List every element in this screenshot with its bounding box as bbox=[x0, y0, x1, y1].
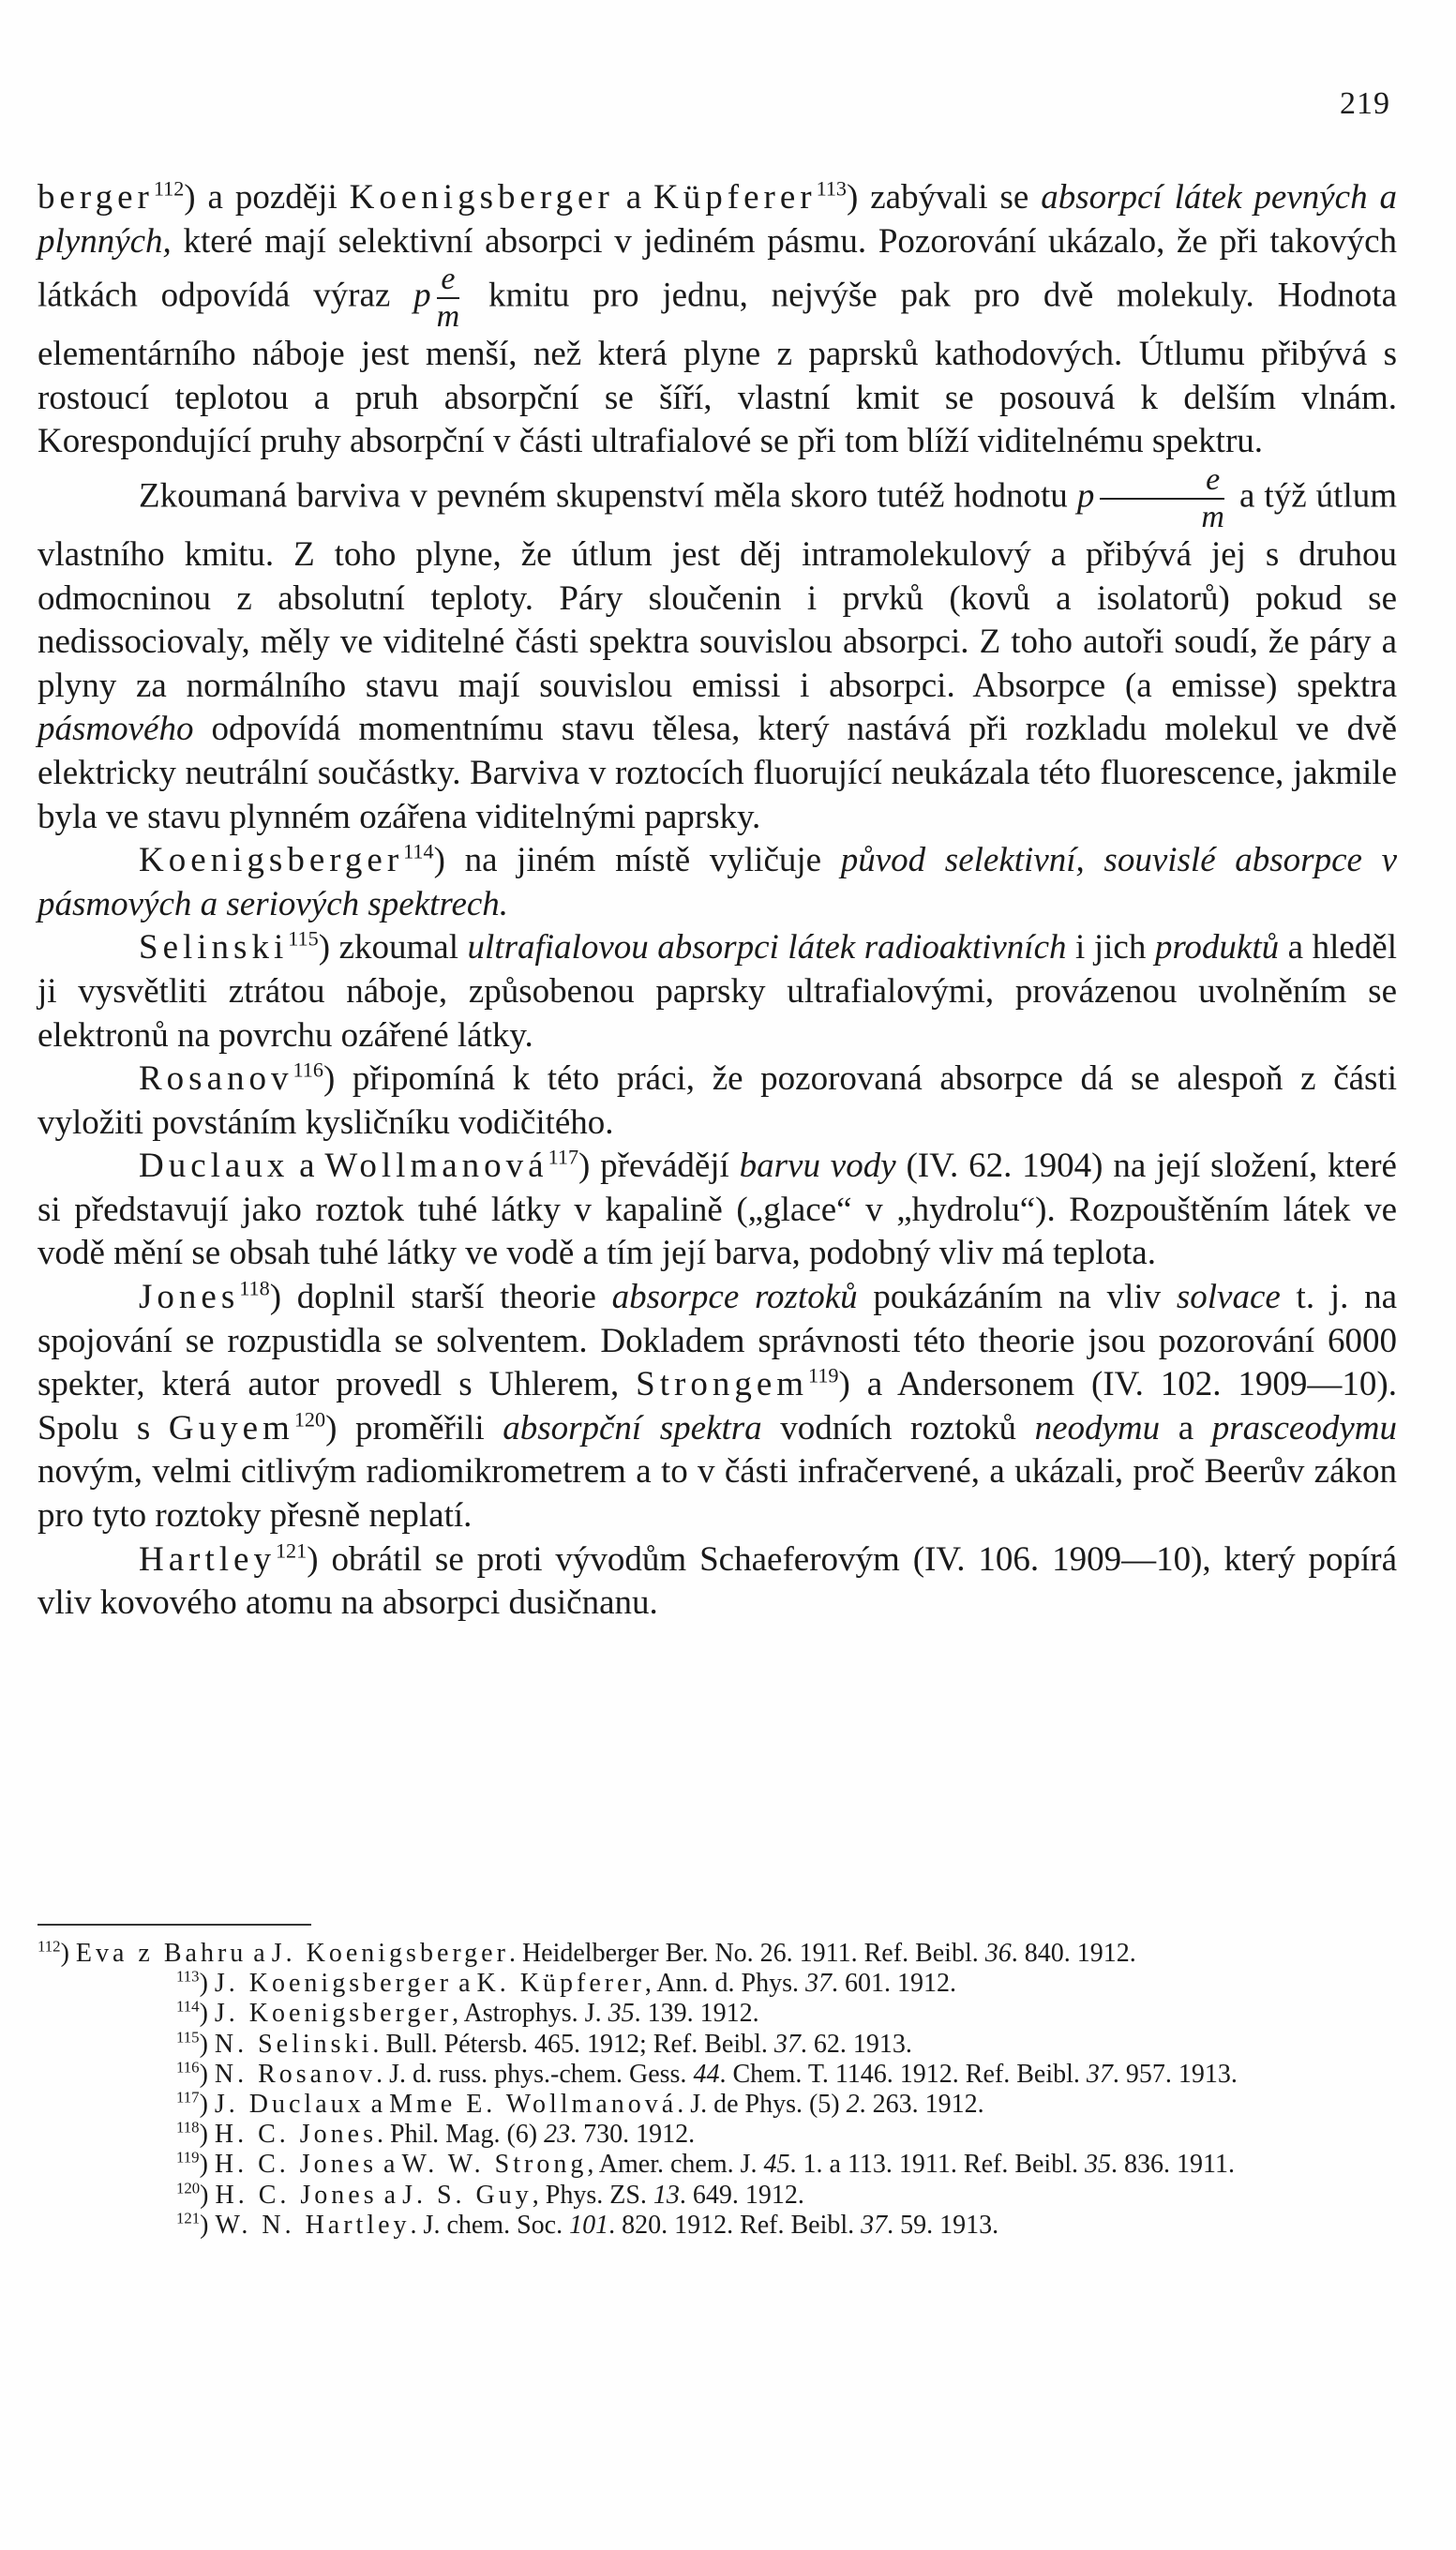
text-run: ) obrátil se proti vývodům Schaeferovým (IV. 106. 1909—10), který popírá vliv kovového atomu na absorpci dusičnanu. bbox=[38, 1539, 1397, 1623]
text-run: . J. d. russ. phys.-chem. Gess. bbox=[376, 2059, 694, 2089]
text-run: . 139. 1912. bbox=[634, 1999, 759, 2029]
spaced-name: Koenigsberger bbox=[139, 841, 404, 880]
text-run: vodních roztoků bbox=[761, 1408, 1035, 1448]
spaced-name: J. Koenigsberger bbox=[214, 1969, 453, 1999]
spaced-name: Küpferer bbox=[653, 178, 817, 217]
footnotes bbox=[38, 1939, 1397, 2241]
fraction-denominator: m bbox=[1201, 499, 1224, 534]
footnote-ref: 115 bbox=[288, 926, 319, 951]
text-run: . 730. 1912. bbox=[570, 2120, 696, 2150]
italic-text: barvu vody bbox=[739, 1147, 896, 1186]
body-text bbox=[38, 176, 1397, 1626]
text-run: odpovídá momentnímu stavu tělesa, který nastává při rozkladu molekul ve dvě elektricky neutrální součástky. Barviva v roztocích fluorující neukázala této fluorescence, jakmile byla ve stavu plynném ozářena viditelnými paprsky. bbox=[38, 710, 1397, 836]
italic-text: p bbox=[1076, 476, 1095, 516]
footnote bbox=[38, 2030, 1397, 2060]
spaced-name: Wollmanová bbox=[324, 1147, 548, 1186]
italic-text: 37 bbox=[773, 2029, 801, 2059]
spaced-name: N. Rosanov bbox=[214, 2059, 377, 2089]
spaced-name: Koenigsberger bbox=[349, 178, 614, 217]
text-run: . J. chem. Soc. bbox=[410, 2210, 570, 2240]
spaced-name: Hartley bbox=[139, 1539, 276, 1579]
text-run: . Heidelberger Ber. No. 26. 1911. Ref. Beibl. bbox=[508, 1939, 985, 1968]
spaced-name: Strongem bbox=[636, 1365, 809, 1404]
text-run: , Phys. ZS. bbox=[532, 2180, 653, 2210]
footnote-ref: 120 bbox=[293, 1407, 326, 1432]
text-run: novým, velmi citlivým radiomikrometrem a to v části infračervené, a ukázali, proč Beerův zákon pro tyto roztoky přesně neplatí. bbox=[38, 1452, 1397, 1536]
spaced-name: Duclaux bbox=[139, 1147, 290, 1186]
spaced-name: Rosanov bbox=[139, 1059, 293, 1099]
footnote-ref: 115 bbox=[176, 2028, 200, 2047]
paragraph bbox=[38, 1058, 1397, 1145]
text-run: . 601. 1912. bbox=[831, 1969, 956, 1999]
spaced-name: H. C. Jones bbox=[215, 2180, 378, 2210]
italic-text: pásmového bbox=[38, 710, 194, 749]
text-run: ) a Andersonem (IV. 102. 1909—10). Spolu s bbox=[38, 1365, 1397, 1448]
text-run: . 62. 1913. bbox=[800, 2029, 912, 2059]
page-number: 219 bbox=[1340, 86, 1390, 121]
spaced-name: J. Koenigsberger bbox=[214, 1999, 453, 2029]
text-run: . Phil. Mag. (6) bbox=[377, 2120, 545, 2150]
italic-text: 23 bbox=[544, 2120, 571, 2150]
italic-text: p bbox=[413, 276, 431, 315]
footnote bbox=[38, 2090, 1397, 2120]
footnote-ref: 117 bbox=[176, 2088, 200, 2107]
text-run: ) bbox=[199, 2029, 215, 2059]
text-run: . 957. 1913. bbox=[1112, 2059, 1238, 2089]
text-run: ) bbox=[199, 1969, 215, 1999]
text-run: a bbox=[377, 2180, 403, 2210]
text-run: , Amer. chem. J. bbox=[587, 2150, 764, 2180]
italic-text: 36 bbox=[984, 1939, 1012, 1968]
footnote bbox=[38, 2060, 1397, 2090]
italic-text: prasceodymu bbox=[1211, 1408, 1397, 1448]
footnote bbox=[38, 1999, 1397, 2029]
text-run: . 59. 1913. bbox=[887, 2210, 999, 2240]
text-run: . 820. 1912. Ref. Beibl. bbox=[608, 2210, 862, 2240]
text-run: . 1. a 113. 1911. Ref. Beibl. bbox=[789, 2150, 1085, 2180]
spaced-name: Guyem bbox=[168, 1408, 294, 1448]
spaced-name: H. C. Jones bbox=[214, 2150, 378, 2180]
spaced-name: J. Koenigsberger bbox=[271, 1939, 509, 1968]
paragraph bbox=[38, 926, 1397, 1058]
text-run: ) bbox=[199, 2090, 215, 2120]
fraction-numerator: e bbox=[437, 263, 460, 299]
text-run: . 840. 1912. bbox=[1011, 1939, 1136, 1968]
italic-text: absorpce roztoků bbox=[611, 1278, 858, 1317]
text-run: ) bbox=[199, 2120, 215, 2150]
paragraph bbox=[38, 1538, 1397, 1626]
footnote-ref: 121 bbox=[275, 1538, 308, 1563]
text-run: ) bbox=[60, 1939, 76, 1968]
fraction-e-over-m bbox=[437, 263, 460, 333]
text-run: kmitu pro jednu, nejvýše pak pro dvě molekuly. Hodnota elementárního náboje jest menší, než která plyne z paprsků kathodových. Útlumu přibývá s rostoucí teplotou a pruh absorpční se šíří, vlastní kmit se posouvá k delším vlnám. Korespondující pruhy absorpční v části ultrafialové se při tom blíží viditelnému spektru. bbox=[38, 276, 1397, 461]
text-run: a bbox=[452, 1969, 477, 1999]
text-run: poukázáním na vliv bbox=[857, 1278, 1177, 1317]
text-run: a bbox=[613, 178, 654, 217]
footnote-ref: 119 bbox=[176, 2149, 200, 2168]
footnote-ref: 114 bbox=[403, 839, 434, 863]
footnote bbox=[38, 1939, 1397, 1969]
text-run: které mají selektivní absorpci v jediném pásmu. Pozorování ukázalo, že při takových látkách odpovídá výraz bbox=[38, 221, 1397, 315]
text-run: ) a později bbox=[184, 178, 350, 217]
italic-text: 2 bbox=[846, 2090, 860, 2120]
paragraph bbox=[38, 1145, 1397, 1276]
paragraph bbox=[38, 461, 1397, 839]
text-run: ) bbox=[199, 1999, 215, 2029]
text-run: a týž útlum vlastního kmitu. Z toho plyne, že útlum jest děj intramolekulový a přibývá jej s druhou odmocninou z absolutní teploty. Páry sloučenin i prvků (kovů a isolatorů) pokud se nedissociovaly, měly ve viditelné části spektra souvislou absorpci. Z toho autoři soudí, že páry a plyny za normálního stavu mají souvislou emissi i absorpci. Absorpce (a emisse) spektra bbox=[38, 476, 1397, 705]
text-run: , Astrophys. J. bbox=[452, 1999, 608, 2029]
footnote-ref: 113 bbox=[816, 176, 848, 201]
italic-text: původ selektivní, souvislé absorpce v pásmových a seriových spektrech. bbox=[38, 841, 1397, 923]
spaced-name: J. S. Guy bbox=[402, 2180, 533, 2210]
footnote-ref: 121 bbox=[176, 2209, 201, 2228]
text-run: , Ann. d. Phys. bbox=[644, 1969, 805, 1999]
footnote-ref: 118 bbox=[176, 2118, 200, 2137]
footnote-ref: 112 bbox=[38, 1937, 61, 1956]
footnote bbox=[38, 2181, 1397, 2211]
italic-text: absorpční spektra bbox=[503, 1408, 762, 1448]
text-run: ) bbox=[199, 2150, 215, 2180]
fraction-denominator: m bbox=[436, 299, 460, 335]
text-run: a bbox=[377, 2150, 402, 2180]
text-run: Zkoumaná barviva v pevném skupenství měla skoro tutéž hodnotu bbox=[139, 476, 1077, 516]
italic-text: 37 bbox=[861, 2210, 888, 2240]
footnote-ref: 118 bbox=[239, 1276, 270, 1300]
italic-text: 35 bbox=[1085, 2150, 1111, 2180]
footnote bbox=[38, 1969, 1397, 1999]
text-run: ) bbox=[200, 2180, 216, 2210]
paragraph bbox=[38, 176, 1397, 464]
text-run: i jich bbox=[1066, 928, 1155, 968]
text-run: . J. de Phys. (5) bbox=[677, 2090, 847, 2120]
italic-text: ultrafialovou absorpci látek radioaktivních bbox=[467, 928, 1067, 968]
text-run: a bbox=[247, 1939, 272, 1968]
text-run: . 263. 1912. bbox=[859, 2090, 984, 2120]
italic-text: absorpcí látek pevných a plynných, bbox=[38, 178, 1397, 261]
italic-text: 45 bbox=[763, 2150, 790, 2180]
text-run: ) bbox=[200, 2210, 216, 2240]
text-run: a bbox=[1160, 1408, 1212, 1448]
footnote-ref: 113 bbox=[176, 1967, 200, 1986]
italic-text: 44 bbox=[693, 2059, 720, 2089]
text-run: ) převádějí bbox=[578, 1147, 740, 1186]
spaced-name: berger bbox=[38, 178, 154, 217]
footnote bbox=[38, 2150, 1397, 2180]
text-run: ) zabývali se bbox=[847, 178, 1042, 217]
footnote-ref: 116 bbox=[293, 1058, 323, 1082]
text-run: ) bbox=[199, 2059, 215, 2089]
text-run: . Chem. T. 1146. 1912. Ref. Beibl. bbox=[719, 2059, 1087, 2089]
text-run: a hleděl ji vysvětliti ztrátou náboje, způsobenou paprsky ultrafialovými, provázenou uvolněním se elektronů na povrchu ozářené látky. bbox=[38, 928, 1397, 1055]
italic-text: 101 bbox=[569, 2210, 609, 2240]
footnote-ref: 112 bbox=[153, 176, 185, 201]
spaced-name: N. Selinski bbox=[214, 2029, 373, 2059]
fraction-numerator: e bbox=[1100, 464, 1224, 500]
footnote bbox=[38, 2211, 1397, 2241]
footnote-ref: 114 bbox=[176, 1998, 200, 2017]
spaced-name: Jones bbox=[139, 1278, 240, 1317]
footnote-ref: 120 bbox=[176, 2179, 201, 2198]
footnote-ref: 117 bbox=[548, 1145, 579, 1169]
italic-text: 37 bbox=[804, 1969, 832, 1999]
text-run: . 649. 1912. bbox=[679, 2180, 804, 2210]
paragraph bbox=[38, 1276, 1397, 1538]
text-run: ) proměřili bbox=[325, 1408, 503, 1448]
fraction-e-over-m bbox=[1100, 461, 1224, 534]
text-run: t. j. na spojování se rozpustidla se solventem. Dokladem správnosti této theorie jsou pozorování 6000 spekter, která autor provedl s Uhlerem, bbox=[38, 1278, 1397, 1404]
italic-text: 35 bbox=[608, 1999, 635, 2029]
spaced-name: W. N. Hartley bbox=[215, 2210, 411, 2240]
spaced-name: W. W. Strong bbox=[401, 2150, 588, 2180]
text-run: ) zkoumal bbox=[318, 928, 468, 968]
text-run: a bbox=[364, 2090, 390, 2120]
spaced-name: Selinski bbox=[139, 928, 289, 968]
footnote-divider bbox=[38, 1924, 311, 1926]
spaced-name: H. C. Jones bbox=[214, 2120, 378, 2150]
footnote-ref: 119 bbox=[808, 1363, 839, 1388]
italic-text: produktů bbox=[1154, 928, 1280, 968]
spaced-name: Eva z Bahru bbox=[75, 1939, 248, 1968]
text-run: . Bull. Pétersb. 465. 1912; Ref. Beibl. bbox=[372, 2029, 774, 2059]
text-run: (IV. 62. 1904) na její složení, které si představují jako roztok tuhé látky v kapalině („glace“ v „hydrolu“). Rozpouštěním látek ve vodě mění se obsah tuhé látky ve vodě a tím její barva, podobný vliv má teplota. bbox=[38, 1147, 1397, 1273]
spaced-name: Mme E. Wollmanová bbox=[389, 2090, 678, 2120]
text-run: . 836. 1911. bbox=[1111, 2150, 1235, 2180]
italic-text: neodymu bbox=[1034, 1408, 1161, 1448]
italic-text: 13 bbox=[653, 2180, 680, 2210]
text-run: ) na jiném místě vyličuje bbox=[433, 841, 841, 880]
text-run: ) doplnil starší theorie bbox=[269, 1278, 612, 1317]
italic-text: solvace bbox=[1176, 1278, 1281, 1317]
italic-text: 37 bbox=[1086, 2059, 1113, 2089]
spaced-name: K. Küpferer bbox=[476, 1969, 645, 1999]
spaced-name: J. Duclaux bbox=[214, 2090, 365, 2120]
footnote bbox=[38, 2120, 1397, 2150]
text-run: ) připomíná k této práci, že pozorovaná absorpce dá se alespoň z části vyložiti povstáním kysličníku vodičitého. bbox=[38, 1059, 1397, 1142]
paragraph bbox=[38, 839, 1397, 926]
text-run: a bbox=[289, 1147, 325, 1186]
footnote-ref: 116 bbox=[176, 2058, 200, 2077]
